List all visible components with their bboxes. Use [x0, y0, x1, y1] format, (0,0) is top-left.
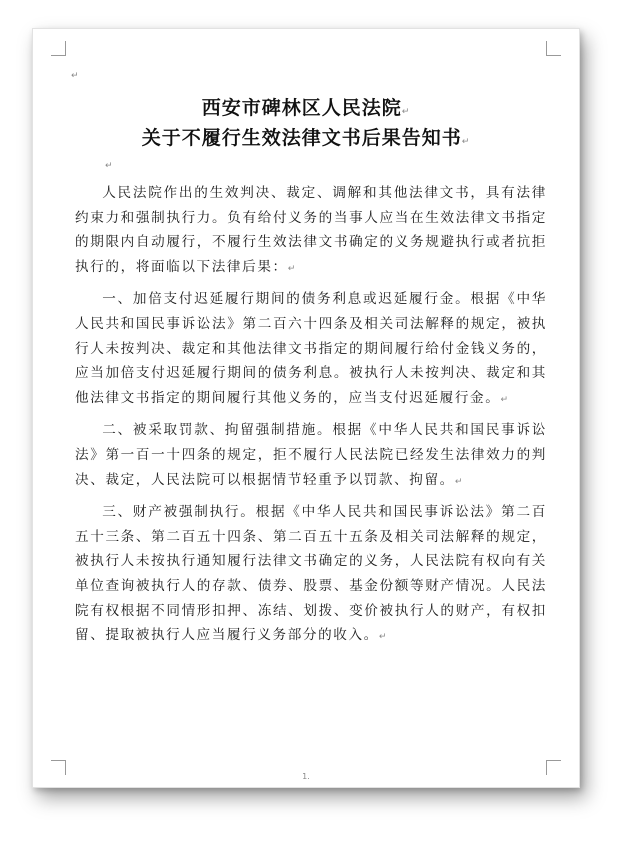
paragraph-text: 人民法院作出的生效判决、裁定、调解和其他法律文书，具有法律约束力和强制执行力。负有给付义务的当事人应当在生效法律文书指定的期限内自动履行，不履行生效法律文书确定的义务规避执行或者抗拒执行的，将面临以下法律后果：: [75, 185, 547, 275]
title-line2-text: 关于不履行生效法律文书后果告知书: [141, 127, 462, 149]
title-line1-text: 西安市碑林区人民法院: [201, 97, 402, 119]
paragraph-text: 三、财产被强制执行。根据《中华人民共和国民事诉讼法》第二百五十三条、第二百五十四条、第二百五十五条及相关司法解释的规定，被执行人未按执行通知履行法律文书确定的义务，人民法院有权向有关单位查询被执行人的存款、债券、股票、基金份额等财产情况。人民法院有权根据不同情形扣押、冻结、划拨、变价被执行人的财产，有权扣留、提取被执行人应当履行义务部分的收入。: [75, 504, 547, 644]
document-title-line1: [33, 93, 579, 120]
document-title-line2: [33, 123, 579, 150]
body-paragraph-2: [75, 418, 547, 494]
paragraph-mark: ↵: [378, 632, 389, 643]
paragraph-mark: ↵: [461, 137, 471, 147]
document-page: [32, 28, 580, 788]
paragraph-text: 一、加倍支付迟延履行期间的债务利息或迟延履行金。根据《中华人民共和国民事诉讼法》第二百六十四条及相关司法解释的规定，被执行人未按判决、裁定和其他法律文书指定的期间履行给付金钱义务的，应当加倍支付迟延履行期间的债务利息。被执行人未按判决、裁定和其他法律文书指定的期间履行其他义务的，应当支付迟延履行金。: [75, 291, 547, 406]
paragraph-mark: ↵: [71, 71, 79, 81]
page-number: 1.: [302, 772, 310, 781]
paragraph-mark: ↵: [105, 161, 113, 171]
body-paragraph-intro: [75, 181, 547, 281]
paragraph-text: 二、被采取罚款、拘留强制措施。根据《中华人民共和国民事诉讼法》第一百一十四条的规定，拒不履行人民法院已经发生法律效力的判决、裁定，人民法院可以根据情节轻重予以罚款、拘留。: [75, 422, 547, 488]
body-paragraph-3: [75, 500, 547, 650]
paragraph-mark: ↵: [454, 476, 464, 487]
crop-mark-top-right: [546, 41, 561, 56]
body-paragraph-1: [75, 287, 547, 412]
paragraph-mark: ↵: [401, 107, 411, 117]
crop-mark-top-left: [51, 41, 66, 56]
paragraph-mark: ↵: [500, 394, 510, 405]
paragraph-mark: ↵: [287, 263, 297, 274]
document-body: [75, 181, 547, 650]
